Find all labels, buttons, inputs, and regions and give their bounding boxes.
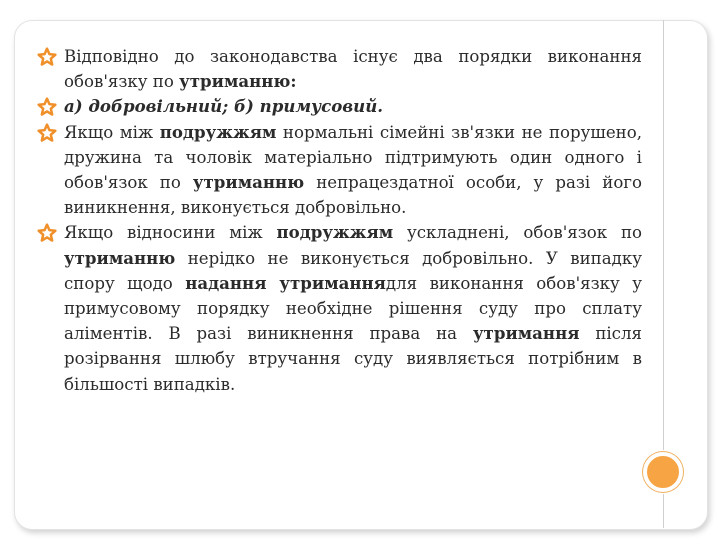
text-run-bold: утриманню	[192, 172, 305, 193]
text-run: Якщо відносини між	[64, 223, 277, 243]
star-bullet-icon	[36, 97, 58, 117]
text-run: Якщо між	[64, 122, 160, 142]
text-run-bold: надання утримання	[185, 272, 386, 293]
text-run: для виконання обов'язку у примусовому порядку необхідне рішення суду про сплату аліментів. В разі виникнення права на	[64, 273, 642, 344]
text-run-bold: подружжям	[276, 222, 394, 243]
text-run: Відповідно до законодавства існує два порядки виконання обов'язку по	[64, 47, 642, 92]
text-run-bold: утриманню	[64, 247, 176, 268]
text-run: нерідко не виконується добровільно. У випадку спору щодо	[64, 248, 642, 293]
paragraph-2-text	[64, 97, 383, 116]
star-bullet-icon	[36, 47, 58, 67]
paragraph-1-text	[64, 47, 642, 91]
text-run: нормальні сімейні зв'язки не порушено, дружина та чоловік матеріально підтримують один одного і обов'язок по	[64, 122, 642, 193]
text-run: після розірвання шлюбу втручання суду виявляється потрібним в більшості випадків.	[64, 324, 642, 394]
text-run: непрацездатної особи, у разі його виникнення, виконується добровільно.	[64, 173, 642, 218]
bullet-paragraph-4	[36, 220, 642, 396]
bullet-paragraph-2	[36, 94, 642, 119]
decorative-vertical-line	[663, 20, 664, 450]
text-run-bold: утриманню:	[179, 71, 297, 92]
text-run-bold: подружжям	[159, 121, 277, 142]
text-run-italic-bold: а) добровільний; б) примусовий.	[64, 96, 384, 117]
decorative-vertical-line-bottom	[663, 494, 664, 528]
bullet-paragraph-3	[36, 120, 642, 221]
slide-body	[36, 44, 642, 397]
text-run: ускладнені, обов'язок по	[393, 223, 642, 243]
paragraph-4-text	[64, 223, 642, 393]
text-run-bold: утримання	[472, 323, 580, 344]
bullet-paragraph-1	[36, 44, 642, 94]
star-bullet-icon	[36, 223, 58, 243]
decorative-orange-circle	[643, 452, 683, 492]
star-bullet-icon	[36, 123, 58, 143]
paragraph-3-text	[64, 123, 642, 218]
